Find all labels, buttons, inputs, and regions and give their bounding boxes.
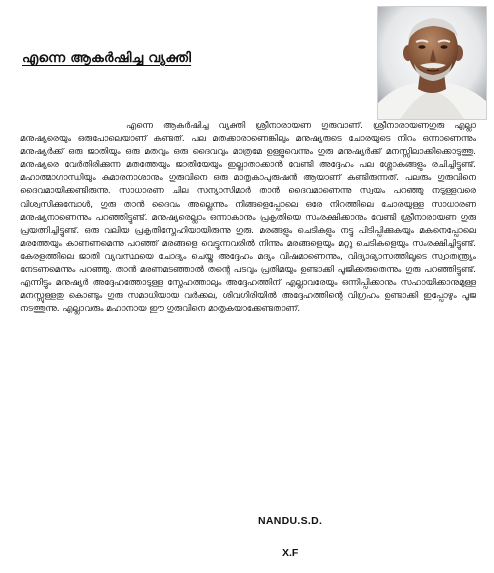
page-title: എന്നെ ആകർഷിച്ച വ്യക്തി — [22, 50, 192, 66]
article-body — [20, 120, 476, 316]
author-name: NANDU.S.D. — [258, 515, 323, 527]
author-class: X.F — [282, 547, 299, 559]
article-paragraph: എന്നെ ആകർഷിച്ച വ്യക്തി ശ്രീനാരായണ ഗുരുവാണ്. ശ്രീനാരായണഗുരു എല്ലാ മനുഷ്യരെയും ഒരുപോലെയാണ് കണ്ടത്. പല മതക്കാരാണെങ്കിലും മനുഷ്യരുടെ ചോരയുടെ നിറം ഒന്നാണെന്നും മനുഷ്യർക്ക് ഒരു ജാതിയും ഒരു മതവും ഒരു ദൈവവും മാത്രമേ ഉള്ളുവെന്നും ഗുരു മനുഷ്യർക്ക് മനസ്സിലാക്കിക്കൊടുത്തു. മനുഷ്യരെ വേർതിരിക്കുന്ന മതത്തേയും ജാതിയേയും ഇല്ലാതാക്കാൻ വേണ്ടി അദ്ദേഹം പല ശ്ലോകങ്ങളും രചിച്ചിട്ടുണ്ട്. മഹാത്മാഗാന്ധിയും കുമാരനാശാനും ഗുരുവിനെ ഒരു മാതൃകാപുരുഷൻ ആയാണ് കണ്ടിരുന്നത്. പലരും ഗുരുവിനെ ദൈവമായിക്കണ്ടിരുന്നു. സാധാരണ ചില സന്യാസിമാർ താൻ ദൈവമാണെന്നു സ്വയം പറഞ്ഞു നടുള്ളവരെ വിശ്വസിക്കുമ്പോൾ, ഗുരു താൻ ദൈവം അല്ലെന്നും നിങ്ങളെപ്പോലെ ഒരേ നിറത്തിലെ ചോരയുള്ള സാധാരണ മനുഷ്യനാണെന്നും പറഞ്ഞിട്ടുണ്ട്. മനുഷ്യരെല്ലാം ഒന്നാകാനും പ്രകൃതിയെ സംരക്ഷിക്കാനും വേണ്ടി ശ്രീനാരായണ ഗുരു പ്രയത്നിച്ചിട്ടുണ്ട്. ഒരു വലിയ പ്രകൃതിസ്നേഹിയായിരുന്നു ഗുരു. മരങ്ങളും ചെടികളും നട്ടു പിടിപ്പിക്കുകയും മകനെപ്പോലെ മരത്തേയും കാണണമെന്നു പറഞ്ഞ് മരങ്ങളെ വെട്ടുന്നവരിൽ നിന്നും മരങ്ങളെയും മറ്റു ചെടികളെയും സംരക്ഷിച്ചിട്ടുണ്ട്. കേരളത്തിലെ ജാതി വ്യവസ്ഥയെ ചോദ്യം ചെയ്ത അദ്ദേഹം മദ്യം വിഷമാണെന്നും, വിദ്യാഭ്യാസത്തിലൂടെ സ്വാതന്ത്ര്യം നേടണമെന്നും പറഞ്ഞു. താൻ മരണമടഞ്ഞാൽ തന്റെ പടവും പ്രതിമയും ഉണ്ടാക്കി പൂജിക്കരുതെന്നും ഗുരു പറഞ്ഞിട്ടുണ്ട്. എന്നിട്ടും മനുഷ്യർ അദ്ദേഹത്തോടുള്ള സ്നേഹത്താലും അദ്ദേഹത്തിന് എല്ലാവരേയും ഒന്നിപ്പിക്കാനും സഹായിക്കാനുമുള്ള മനസ്സുള്ളതു കൊണ്ടും ഗുരു സമാധിയായ വർക്കല, ശിവഗിരിയിൽ അദ്ദേഹത്തിന്റെ വിഗ്രഹം ഉണ്ടാക്കി ഇപ്പോഴും പൂജ നടത്തുന്നു. എല്ലാവരും മഹാനായ ഈ ഗുരുവിനെ മാതൃകയാക്കേണ്ടതാണ്. — [20, 121, 476, 315]
portrait-image — [377, 6, 487, 120]
